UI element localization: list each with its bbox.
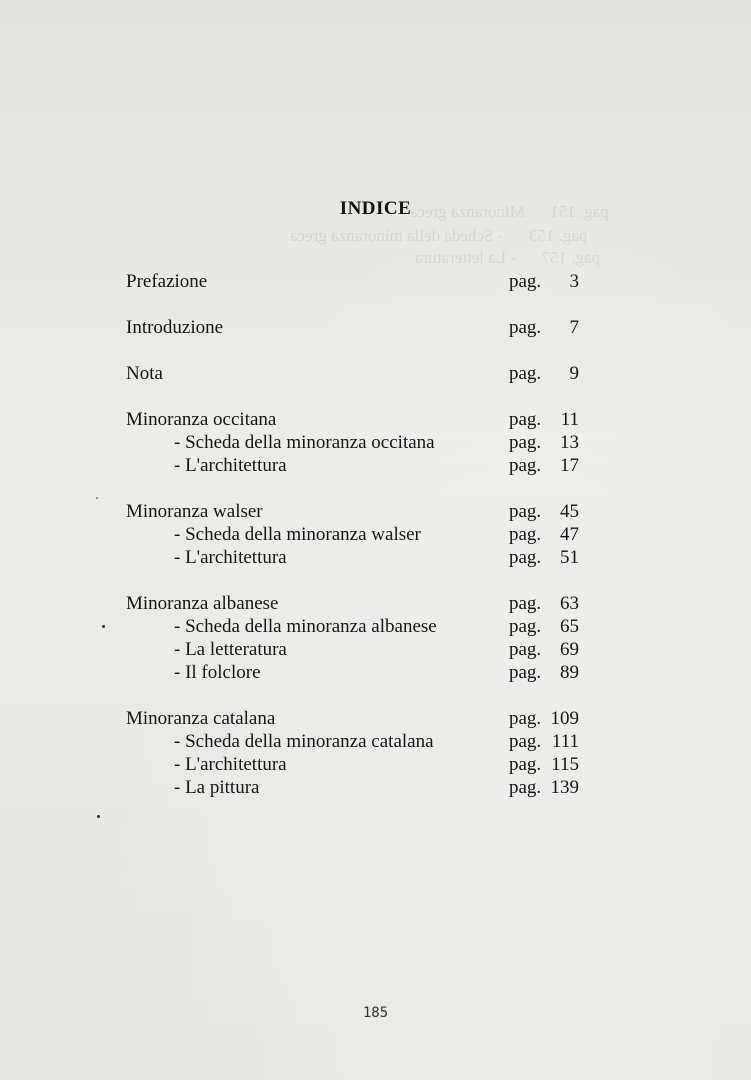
toc-row xyxy=(0,615,751,639)
toc-pag-label: pag. xyxy=(509,616,542,637)
toc-page-number: 65 xyxy=(560,616,579,637)
show-through-text: pag. 151 Minoranza greca xyxy=(410,202,609,221)
toc-pag-label: pag. xyxy=(509,363,542,384)
toc-page-number: 63 xyxy=(560,593,579,614)
toc-entry-label: - Scheda della minoranza walser xyxy=(174,524,421,545)
toc-row xyxy=(0,408,751,432)
toc-row xyxy=(0,753,751,777)
toc-pag-label: pag. xyxy=(509,317,542,338)
toc-entry-label: - Scheda della minoranza catalana xyxy=(174,731,434,752)
toc-row xyxy=(0,431,751,455)
toc-entry-label: - L'architettura xyxy=(174,754,287,775)
toc-page-number: 45 xyxy=(560,501,579,522)
toc-row xyxy=(0,270,751,294)
toc-row xyxy=(0,776,751,800)
toc-page-number: 3 xyxy=(569,271,579,292)
toc-entry-label: Minoranza walser xyxy=(126,501,263,522)
toc-pag-label: pag. xyxy=(509,708,542,729)
toc-page-number: 51 xyxy=(560,547,579,568)
toc-row xyxy=(0,546,751,570)
toc-entry-label: - Scheda della minoranza albanese xyxy=(174,616,437,637)
toc-entry-label: - Scheda della minoranza occitana xyxy=(174,432,435,453)
toc-entry-label: - L'architettura xyxy=(174,547,287,568)
toc-page-number: 109 xyxy=(550,708,579,729)
toc-row xyxy=(0,362,751,386)
ink-speck xyxy=(97,815,100,818)
toc-pag-label: pag. xyxy=(509,777,542,798)
toc-entry-label: Minoranza occitana xyxy=(126,409,277,430)
toc-entry-label: Prefazione xyxy=(126,271,208,292)
toc-page-number: 115 xyxy=(551,754,579,775)
toc-row xyxy=(0,500,751,524)
toc-page-number: 47 xyxy=(560,524,579,545)
toc-entry-label: Introduzione xyxy=(126,317,224,338)
toc-entry-label: Minoranza albanese xyxy=(126,593,279,614)
toc-entry-label: - La letteratura xyxy=(174,639,287,660)
toc-page-number: 17 xyxy=(560,455,579,476)
toc-row xyxy=(0,523,751,547)
toc-page-number: 89 xyxy=(560,662,579,683)
toc-entry-label: - Il folclore xyxy=(174,662,261,683)
toc-page-number: 69 xyxy=(560,639,579,660)
toc-pag-label: pag. xyxy=(509,432,542,453)
toc-pag-label: pag. xyxy=(509,731,542,752)
toc-entry-label: Nota xyxy=(126,363,163,384)
toc-pag-label: pag. xyxy=(509,455,542,476)
toc-pag-label: pag. xyxy=(509,639,542,660)
toc-pag-label: pag. xyxy=(509,271,542,292)
toc-row xyxy=(0,316,751,340)
page-number: 185 xyxy=(362,1005,389,1021)
toc-page-number: 7 xyxy=(569,317,579,338)
page-title: INDICE xyxy=(339,198,412,219)
toc-pag-label: pag. xyxy=(509,547,542,568)
toc-page-number: 9 xyxy=(569,363,579,384)
toc-row xyxy=(0,454,751,478)
toc-pag-label: pag. xyxy=(509,524,542,545)
toc-pag-label: pag. xyxy=(509,754,542,775)
toc-entry-label: - L'architettura xyxy=(174,455,287,476)
toc-page-number: 139 xyxy=(550,777,579,798)
toc-pag-label: pag. xyxy=(509,501,542,522)
toc-entry-label: - La pittura xyxy=(174,777,260,798)
toc-entry-label: Minoranza catalana xyxy=(126,708,276,729)
toc-page-number: 11 xyxy=(560,409,579,430)
ink-speck xyxy=(102,625,105,628)
toc-row xyxy=(0,730,751,754)
toc-pag-label: pag. xyxy=(509,662,542,683)
toc-row xyxy=(0,592,751,616)
toc-row xyxy=(0,638,751,662)
toc-page-number: 111 xyxy=(551,731,579,752)
show-through-text: pag. 153 - Scheda della minoranza greca xyxy=(290,226,588,245)
toc-row xyxy=(0,707,751,731)
toc-page-number: 13 xyxy=(560,432,579,453)
toc-row xyxy=(0,661,751,685)
toc-pag-label: pag. xyxy=(509,593,542,614)
toc-pag-label: pag. xyxy=(509,409,542,430)
ink-speck xyxy=(96,497,98,499)
show-through-text: pag. 157 - La letteratura xyxy=(415,248,601,267)
